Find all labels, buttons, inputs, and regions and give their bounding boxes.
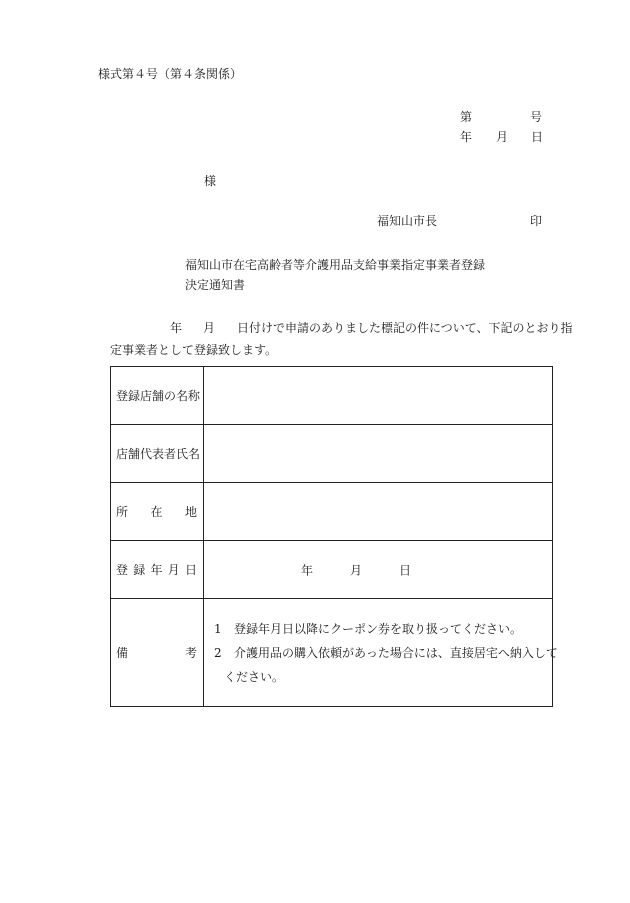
remarks-label bbox=[111, 599, 204, 707]
remarks-label-char: 備 bbox=[116, 646, 129, 660]
note-number: 1 bbox=[214, 621, 222, 636]
remarks-notes bbox=[204, 599, 558, 707]
address-label bbox=[111, 483, 204, 541]
note-item bbox=[214, 641, 558, 665]
registration-date-day: 日 bbox=[399, 563, 412, 577]
table-row bbox=[111, 483, 553, 541]
seal-mark: 印 bbox=[530, 214, 543, 228]
registration-date-year: 年 bbox=[301, 563, 314, 577]
store-name-label: 登録店舗の名称 bbox=[111, 367, 204, 425]
table-row bbox=[111, 541, 553, 599]
registration-date-label-char: 年 bbox=[150, 563, 163, 577]
registration-date-label-char: 月 bbox=[167, 563, 180, 577]
table-row bbox=[111, 599, 553, 707]
note-text: 登録年月日以降にクーポン券を取り扱ってください。 bbox=[234, 621, 523, 636]
issue-date-month: 月 bbox=[496, 130, 509, 144]
body-text-rest: 日付けで申請のありました標記の件について、下記のとおり指 bbox=[237, 321, 573, 335]
note-item bbox=[214, 617, 548, 641]
representative-label: 店舗代表者氏名 bbox=[111, 425, 204, 483]
address-value bbox=[204, 483, 553, 541]
table-row bbox=[111, 367, 553, 425]
registration-date-label-char: 日 bbox=[184, 563, 197, 577]
issue-date-day: 日 bbox=[531, 130, 544, 144]
recipient-honorific: 様 bbox=[204, 174, 217, 188]
remarks-label-char: 考 bbox=[184, 646, 197, 660]
store-name-value bbox=[204, 367, 553, 425]
note-number: 2 bbox=[214, 645, 222, 660]
registration-date-label bbox=[111, 541, 204, 599]
address-label-char: 地 bbox=[184, 505, 197, 519]
registration-date-value bbox=[204, 541, 553, 599]
document-title-line-2: 決定通知書 bbox=[185, 278, 246, 292]
registration-table bbox=[110, 366, 558, 707]
note-text: 介護用品の購入依頼があった場合には、直接居宅へ納入して bbox=[234, 645, 558, 660]
issue-date-year: 年 bbox=[460, 130, 473, 144]
note-continuation: ください。 bbox=[224, 669, 285, 684]
registration-date-month: 月 bbox=[350, 563, 363, 577]
document-number-label: 第 bbox=[460, 110, 473, 124]
body-year: 年 bbox=[170, 321, 183, 335]
issuer-name: 福知山市長 bbox=[377, 214, 438, 228]
form-number: 様式第４号（第４条関係） bbox=[98, 67, 243, 81]
body-month: 月 bbox=[203, 321, 216, 335]
representative-value bbox=[204, 425, 553, 483]
address-label-char: 在 bbox=[150, 505, 163, 519]
table-row bbox=[111, 425, 553, 483]
document-number-suffix: 号 bbox=[530, 110, 543, 124]
document-title-line-1: 福知山市在宅高齢者等介護用品支給事業指定事業者登録 bbox=[185, 258, 486, 272]
body-text-line-2: 定事業者として登録致します。 bbox=[110, 343, 278, 357]
address-label-char: 所 bbox=[116, 505, 129, 519]
registration-date-label-char: 録 bbox=[133, 563, 146, 577]
registration-date-label-char: 登 bbox=[116, 563, 129, 577]
